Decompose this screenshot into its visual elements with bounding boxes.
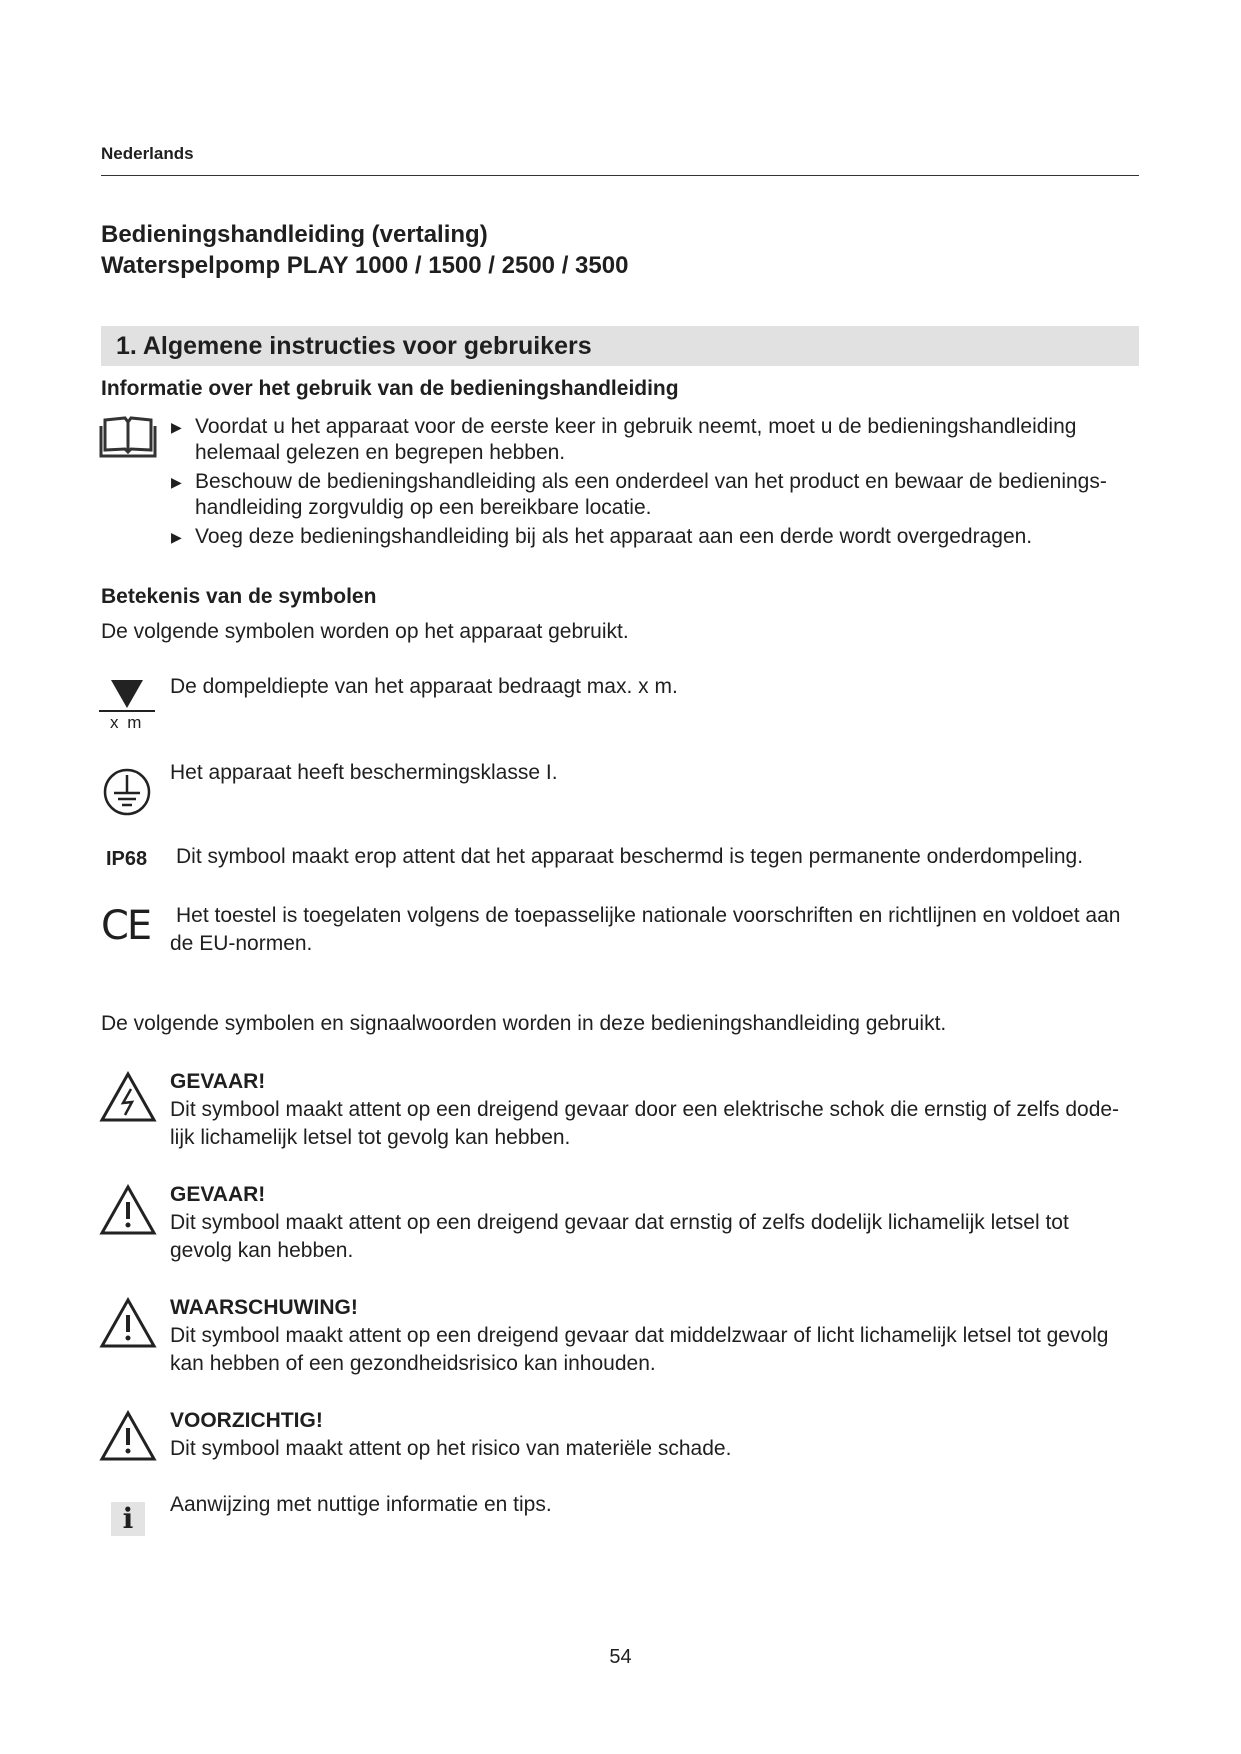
title-line-1: Bedieningshandleiding (vertaling) — [101, 221, 488, 248]
bullet-text-3: Voeg deze bedieningshandleiding bij als het apparaat aan een derde wordt overgedragen. — [195, 525, 1033, 548]
subheading-symbols: Betekenis van de symbolen — [101, 585, 377, 608]
warning-danger: GEVAAR! Dit symbool maakt attent op een dreigend gevaar dat ernstig of zelfs dodelijk lichamelijk letsel tot gevolg kan hebben. — [170, 1183, 1069, 1262]
bullet-marker-3: ▶ — [171, 529, 182, 545]
bullet-text-1: Voordat u het apparaat voor de eerste keer in gebruik neemt, moet u de bedieningshandleiding helemaal gelezen en begrepen hebben. — [195, 415, 1077, 464]
title-line-2: Waterspelpomp PLAY 1000 / 1500 / 2500 / 3500 — [101, 252, 629, 279]
symbols-intro-manual: De volgende symbolen en signaalwoorden worden in deze bedieningshandleiding gebruikt. — [101, 1012, 947, 1035]
info-text: Aanwijzing met nuttige informatie en tips. — [170, 1493, 552, 1516]
book-icon — [99, 414, 157, 465]
caution-icon — [99, 1410, 157, 1467]
electric-hazard-icon — [99, 1071, 157, 1128]
danger-icon — [99, 1184, 157, 1241]
subheading-usage: Informatie over het gebruik van de bedieningshandleiding — [101, 377, 679, 400]
bullet-marker-2: ▶ — [171, 474, 182, 490]
bullet-text-2: Beschouw de bedieningshandleiding als een onderdeel van het product en bewaar de bedienings- handleiding zorgvuldig op een bereikbare locatie. — [195, 470, 1107, 519]
header-rule — [101, 175, 1139, 176]
page-number: 54 — [609, 1646, 632, 1668]
ce-mark-icon: CE — [101, 903, 151, 949]
immersion-depth-icon — [99, 678, 155, 717]
warning-caution: VOORZICHTIG! Dit symbool maakt attent op het risico van materiële schade. — [170, 1409, 732, 1460]
warning-danger-electric: GEVAAR! Dit symbool maakt attent op een dreigend gevaar door een elektrische schok die ernstig of zelfs dode- lijk lichamelijk letsel tot gevolg kan hebben. — [170, 1070, 1120, 1149]
protective-earth-icon — [102, 767, 152, 822]
immersion-depth-label: x m — [110, 713, 144, 732]
ip68-label: IP68 — [106, 848, 148, 870]
ip68-text: Dit symbool maakt erop attent dat het apparaat beschermd is tegen permanente onderdompeling. — [176, 845, 1084, 868]
warning-warning: WAARSCHUWING! Dit symbool maakt attent op een dreigend gevaar dat middelzwaar of licht lichamelijk letsel tot gevolg kan hebben of een gezondheidsrisico kan inhouden. — [170, 1296, 1109, 1375]
section-heading: 1. Algemene instructies voor gebruikers — [116, 332, 592, 360]
bullet-marker-1: ▶ — [171, 419, 182, 435]
ce-text: Het toestel is toegelaten volgens de toepasselijke nationale voorschriften en richtlijnen en voldoet aan de EU-normen. — [170, 904, 1121, 955]
immersion-depth-text: De dompeldiepte van het apparaat bedraagt max. x m. — [170, 675, 678, 698]
info-icon: i — [111, 1502, 145, 1536]
protection-class-text: Het apparaat heeft beschermingsklasse I. — [170, 761, 558, 784]
section-heading-bar — [101, 326, 1139, 366]
document-title — [101, 219, 628, 281]
header-language: Nederlands — [101, 144, 194, 163]
symbols-intro-device: De volgende symbolen worden op het apparaat gebruikt. — [101, 620, 629, 643]
warning-icon — [99, 1297, 157, 1354]
